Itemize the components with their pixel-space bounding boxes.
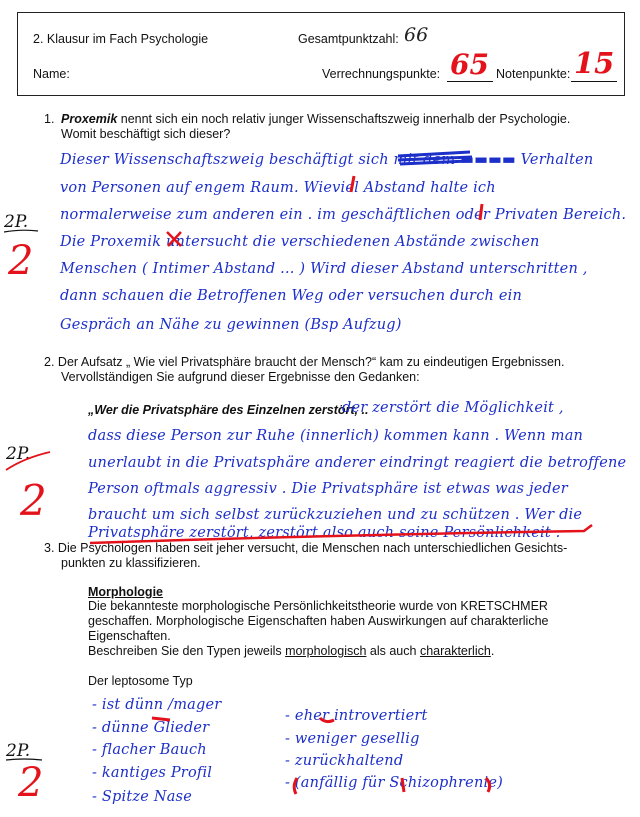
q3-morph-item: - dünne Glieder: [92, 720, 210, 736]
correction-tick: [480, 204, 482, 220]
q3-number: 3.: [44, 541, 55, 555]
q3-paragraph-line: Die bekannteste morphologische Persönlichkeitstheorie wurde von KRETSCHMER: [88, 599, 548, 613]
q3-char-item: - (anfällig für Schizophrenie): [285, 775, 503, 791]
q1-answer-line: normalerweise zum anderen ein . im geschäftlichen oder Privaten Bereich.: [60, 207, 627, 223]
points-underline: [4, 230, 38, 232]
q1-answer-line: von Personen auf engem Raum. Wieviel Abstand halte ich: [60, 180, 496, 196]
q2-points-label: 2P.: [6, 444, 31, 464]
q2-number: 2.: [44, 355, 55, 369]
settlement-points-value: 65: [450, 48, 489, 81]
q3-morph-item: - Spitze Nase: [92, 789, 192, 805]
q3-points-label: 2P.: [6, 741, 31, 761]
q3-instruction-morphologisch: morphologisch: [285, 644, 367, 658]
scribble-mark: [398, 152, 472, 164]
q1-text-rest: nennt sich ein noch relativ junger Wissenschaftszweig innerhalb der Psychologie.: [117, 112, 571, 126]
correction-cross: [167, 232, 181, 246]
correction-tick: [351, 176, 354, 192]
correction-bracket: [486, 778, 490, 792]
q2-answer-line: der zerstört die Möglichkeit ,: [342, 400, 564, 416]
q1-answer-line: dann schauen die Betroffenen Weg oder versuchen durch ein: [60, 288, 523, 304]
q2-answer-line: dass diese Person zur Ruhe (innerlich) kommen kann . Wenn man: [88, 428, 584, 444]
q2-answer-line: Privatsphäre zerstört, zerstört also auch seine Persönlichkeit .: [88, 525, 561, 541]
q3-question-line2: punkten zu klassifizieren.: [61, 556, 201, 570]
q3-char-item: - zurückhaltend: [285, 753, 404, 769]
q1-keyword: Proxemik: [61, 112, 118, 126]
q3-char-item: - weniger gesellig: [285, 731, 420, 747]
q3-instruction-pre: Beschreiben Sie den Typen jeweils: [88, 644, 286, 658]
grade-points-value: 15: [574, 46, 615, 80]
correction-tick: [152, 718, 170, 720]
q3-instruction-post: .: [490, 644, 495, 658]
q3-type-label: Der leptosome Typ: [88, 674, 193, 688]
q1-number: 1.: [44, 112, 55, 126]
q3-char-item: - eher introvertiert: [285, 708, 428, 724]
grade-points-label: Notenpunkte:: [496, 67, 571, 81]
q3-paragraph-line: Eigenschaften.: [88, 629, 171, 643]
points-stroke: [6, 452, 50, 470]
correction-tick: [402, 778, 404, 792]
points-underline: [6, 759, 42, 760]
q3-morph-item: - flacher Bauch: [92, 742, 207, 758]
correction-tick: [320, 718, 334, 722]
total-points-label: Gesamtpunktzahl:: [298, 32, 399, 46]
q2-question-line2: Vervollständigen Sie aufgrund dieser Ergebnisse den Gedanken:: [61, 370, 420, 384]
name-label: Name:: [33, 67, 70, 81]
q1-answer-line: Menschen ( Intimer Abstand ... ) Wird dieser Abstand unterschritten ,: [60, 261, 588, 277]
correction-underline: [90, 525, 592, 543]
q3-instruction-charakterlich: charakterlich: [419, 644, 491, 658]
settlement-points-label: Verrechnungspunkte:: [322, 67, 441, 81]
q1-answer-line: Dieser Wissenschaftszweig beschäftigt sich mit dem ▬▬▬▬ Verhalten: [60, 152, 594, 168]
q3-morph-item: - kantiges Profil: [92, 765, 213, 781]
q3-question-line1: Die Psychologen haben seit jeher versucht, die Menschen nach unterschiedlichen Gesichts-: [57, 541, 568, 555]
q3-paragraph-line: geschaffen. Morphologische Eigenschaften haben Auswirkungen auf charakterliche: [88, 614, 549, 628]
q2-question-line1: Der Aufsatz „ Wie viel Privatsphäre braucht der Mensch?“ kam zu eindeutigen Ergebnissen.: [57, 355, 565, 369]
q2-answer-line: Person oftmals aggressiv . Die Privatsphäre ist etwas was jeder: [88, 481, 568, 497]
q2-points-score: 2: [20, 476, 47, 525]
q2-answer-line: braucht um sich selbst zurückzuziehen und zu schützen . Wer die: [88, 507, 583, 523]
q3-points-score: 2: [18, 760, 44, 806]
q3-morph-item: - ist dünn /mager: [92, 697, 222, 713]
correction-bracket: [294, 778, 297, 794]
q1-answer-line: Die Proxemik untersucht die verschiedenen Abstände zwischen: [60, 234, 540, 250]
q1-answer-line: Gespräch an Nähe zu gewinnen (Bsp Aufzug): [60, 317, 402, 333]
q1-points-score: 2: [8, 238, 34, 284]
q2-answer-line: unerlaubt in die Privatsphäre anderer eindringt reagiert die betroffene: [88, 455, 627, 471]
total-points-value: 66: [404, 24, 429, 46]
q1-points-label: 2P.: [4, 212, 29, 232]
q3-instruction-mid: als auch: [366, 644, 420, 658]
exam-title: 2. Klausur im Fach Psychologie: [33, 32, 209, 46]
q2-prompt: „Wer die Privatsphäre des Einzelnen zerstört, ..: [88, 403, 369, 417]
q1-question-line2: Womit beschäftigt sich dieser?: [61, 127, 231, 141]
q3-section-title: Morphologie: [88, 585, 163, 599]
